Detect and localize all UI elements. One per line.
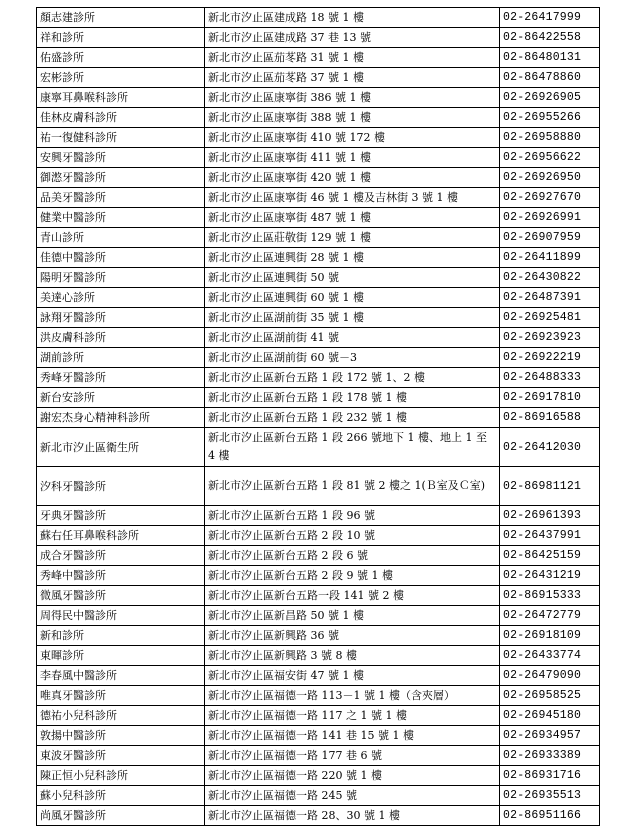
clinic-name-cell: 陳正恒小兒科診所 [37, 766, 205, 786]
clinic-phone-cell: 02-26926950 [500, 168, 600, 188]
table-row [37, 606, 600, 626]
clinic-name-cell: 洪皮膚科診所 [37, 328, 205, 348]
clinic-phone-cell: 02-26926905 [500, 88, 600, 108]
clinic-name-cell: 美達心診所 [37, 288, 205, 308]
clinic-address-cell: 新北市汐止區新台五路 1 段 232 號 1 樓 [205, 408, 500, 428]
table-row [37, 188, 600, 208]
clinic-phone-cell: 02-26933389 [500, 746, 600, 766]
clinic-address-cell: 新北市汐止區康寧街 46 號 1 樓及吉林街 3 號 1 樓 [205, 188, 500, 208]
clinic-address-cell: 新北市汐止區莊敬街 129 號 1 樓 [205, 228, 500, 248]
clinic-name-cell: 謝宏杰身心精神科診所 [37, 408, 205, 428]
clinic-phone-cell: 02-26907959 [500, 228, 600, 248]
clinic-address-cell: 新北市汐止區新興路 36 號 [205, 626, 500, 646]
table-row [37, 428, 600, 467]
clinic-address-cell: 新北市汐止區福安街 47 號 1 樓 [205, 666, 500, 686]
clinic-name-cell: 汐科牙醫診所 [37, 467, 205, 506]
clinic-name-cell: 成合牙醫診所 [37, 546, 205, 566]
clinic-phone-cell: 02-86951166 [500, 806, 600, 826]
clinic-address-cell: 新北市汐止區茄苳路 31 號 1 樓 [205, 48, 500, 68]
clinic-phone-cell: 02-26958880 [500, 128, 600, 148]
table-row [37, 228, 600, 248]
table-row [37, 48, 600, 68]
clinic-address-cell: 新北市汐止區新台五路 1 段 81 號 2 樓之 1(Ｂ室及Ｃ室) [205, 467, 500, 506]
clinic-address-cell: 新北市汐止區福德一路 245 號 [205, 786, 500, 806]
clinic-address-cell: 新北市汐止區新台五路一段 141 號 2 樓 [205, 586, 500, 606]
table-row [37, 88, 600, 108]
clinic-name-cell: 唯真牙醫診所 [37, 686, 205, 706]
clinic-phone-cell: 02-26961393 [500, 506, 600, 526]
clinic-phone-cell: 02-26417999 [500, 8, 600, 28]
table-row [37, 726, 600, 746]
table-row [37, 148, 600, 168]
clinic-address-cell: 新北市汐止區康寧街 420 號 1 樓 [205, 168, 500, 188]
table-row [37, 666, 600, 686]
clinic-address-cell: 新北市汐止區福德一路 117 之 1 號 1 樓 [205, 706, 500, 726]
table-row [37, 68, 600, 88]
clinic-name-cell: 尚風牙醫診所 [37, 806, 205, 826]
clinic-name-cell: 牙典牙醫診所 [37, 506, 205, 526]
clinic-name-cell: 御滺牙醫診所 [37, 168, 205, 188]
clinic-name-cell: 健業中醫診所 [37, 208, 205, 228]
clinic-address-cell: 新北市汐止區康寧街 388 號 1 樓 [205, 108, 500, 128]
clinic-phone-cell: 02-86422558 [500, 28, 600, 48]
clinic-name-cell: 佳德中醫診所 [37, 248, 205, 268]
clinic-address-cell: 新北市汐止區康寧街 386 號 1 樓 [205, 88, 500, 108]
clinic-phone-cell: 02-26437991 [500, 526, 600, 546]
clinic-name-cell: 秀峰中醫診所 [37, 566, 205, 586]
clinic-name-cell: 佳林皮膚科診所 [37, 108, 205, 128]
clinic-address-cell: 新北市汐止區福德一路 28、30 號 1 樓 [205, 806, 500, 826]
clinic-address-cell: 新北市汐止區新台五路 2 段 6 號 [205, 546, 500, 566]
table-row [37, 526, 600, 546]
clinic-name-cell: 蘇右任耳鼻喉科診所 [37, 526, 205, 546]
clinic-address-cell: 新北市汐止區新台五路 1 段 178 號 1 樓 [205, 388, 500, 408]
clinic-name-cell: 蘇小兒科診所 [37, 786, 205, 806]
table-row [37, 506, 600, 526]
clinic-address-cell: 新北市汐止區康寧街 411 號 1 樓 [205, 148, 500, 168]
clinic-address-cell: 新北市汐止區建成路 18 號 1 樓 [205, 8, 500, 28]
table-row [37, 168, 600, 188]
clinic-phone-cell: 02-86480131 [500, 48, 600, 68]
table-row [37, 686, 600, 706]
clinic-phone-cell: 02-26923923 [500, 328, 600, 348]
table-row [37, 408, 600, 428]
clinic-table [36, 7, 600, 826]
clinic-name-cell: 品美牙醫診所 [37, 188, 205, 208]
clinic-name-cell: 東波牙醫診所 [37, 746, 205, 766]
clinic-phone-cell: 02-26412030 [500, 428, 600, 467]
table-row [37, 348, 600, 368]
clinic-address-cell: 新北市汐止區湖前街 35 號 1 樓 [205, 308, 500, 328]
table-row [37, 766, 600, 786]
clinic-phone-cell: 02-26922219 [500, 348, 600, 368]
clinic-address-cell: 新北市汐止區連興街 28 號 1 樓 [205, 248, 500, 268]
clinic-phone-cell: 02-26433774 [500, 646, 600, 666]
clinic-name-cell: 佑盛診所 [37, 48, 205, 68]
clinic-address-cell: 新北市汐止區新台五路 2 段 9 號 1 樓 [205, 566, 500, 586]
clinic-phone-cell: 02-26926991 [500, 208, 600, 228]
clinic-phone-cell: 02-26945180 [500, 706, 600, 726]
table-row [37, 208, 600, 228]
clinic-phone-cell: 02-26411899 [500, 248, 600, 268]
clinic-name-cell: 祐一復健科診所 [37, 128, 205, 148]
table-row [37, 746, 600, 766]
table-row [37, 706, 600, 726]
clinic-name-cell: 東暉診所 [37, 646, 205, 666]
clinic-name-cell: 德祐小兒科診所 [37, 706, 205, 726]
clinic-name-cell: 詠翔牙醫診所 [37, 308, 205, 328]
table-row [37, 128, 600, 148]
table-row [37, 646, 600, 666]
clinic-phone-cell: 02-26917810 [500, 388, 600, 408]
clinic-phone-cell: 02-86931716 [500, 766, 600, 786]
table-row [37, 328, 600, 348]
clinic-phone-cell: 02-26472779 [500, 606, 600, 626]
table-row [37, 467, 600, 506]
clinic-name-cell: 秀峰牙醫診所 [37, 368, 205, 388]
table-row [37, 626, 600, 646]
clinic-name-cell: 宏彬診所 [37, 68, 205, 88]
clinic-phone-cell: 02-26955266 [500, 108, 600, 128]
clinic-name-cell: 康寧耳鼻喉科診所 [37, 88, 205, 108]
clinic-phone-cell: 02-26925481 [500, 308, 600, 328]
clinic-name-cell: 李春風中醫診所 [37, 666, 205, 686]
clinic-name-cell: 青山診所 [37, 228, 205, 248]
clinic-phone-cell: 02-26918109 [500, 626, 600, 646]
clinic-name-cell: 陽明牙醫診所 [37, 268, 205, 288]
clinic-name-cell: 新北市汐止區衛生所 [37, 428, 205, 467]
clinic-address-cell: 新北市汐止區連興街 60 號 1 樓 [205, 288, 500, 308]
clinic-phone-cell: 02-86916588 [500, 408, 600, 428]
table-row [37, 268, 600, 288]
clinic-phone-cell: 02-26956622 [500, 148, 600, 168]
clinic-address-cell: 新北市汐止區建成路 37 巷 13 號 [205, 28, 500, 48]
clinic-address-cell: 新北市汐止區新昌路 50 號 1 樓 [205, 606, 500, 626]
clinic-name-cell: 新台安診所 [37, 388, 205, 408]
clinic-phone-cell: 02-26479090 [500, 666, 600, 686]
clinic-name-cell: 顏志建診所 [37, 8, 205, 28]
clinic-phone-cell: 02-26488333 [500, 368, 600, 388]
table-row [37, 288, 600, 308]
clinic-name-cell: 敦揚中醫診所 [37, 726, 205, 746]
clinic-address-cell: 新北市汐止區福德一路 141 巷 15 號 1 樓 [205, 726, 500, 746]
table-row [37, 308, 600, 328]
clinic-address-cell: 新北市汐止區茄苳路 37 號 1 樓 [205, 68, 500, 88]
table-row [37, 786, 600, 806]
clinic-phone-cell: 02-26935513 [500, 786, 600, 806]
clinic-address-cell: 新北市汐止區康寧街 410 號 172 樓 [205, 128, 500, 148]
clinic-address-cell: 新北市汐止區新台五路 1 段 266 號地下 1 樓、地上 1 至 4 樓 [205, 428, 500, 467]
clinic-phone-cell: 02-26934957 [500, 726, 600, 746]
clinic-name-cell: 安興牙醫診所 [37, 148, 205, 168]
clinic-name-cell: 新和診所 [37, 626, 205, 646]
table-row [37, 806, 600, 826]
clinic-phone-cell: 02-26958525 [500, 686, 600, 706]
table-row [37, 108, 600, 128]
clinic-phone-cell: 02-86478860 [500, 68, 600, 88]
clinic-address-cell: 新北市汐止區福德一路 113－1 號 1 樓（含夾層） [205, 686, 500, 706]
table-row [37, 388, 600, 408]
table-row [37, 28, 600, 48]
clinic-address-cell: 新北市汐止區福德一路 220 號 1 樓 [205, 766, 500, 786]
table-row [37, 248, 600, 268]
clinic-address-cell: 新北市汐止區康寧街 487 號 1 樓 [205, 208, 500, 228]
clinic-phone-cell: 02-26431219 [500, 566, 600, 586]
table-row [37, 368, 600, 388]
clinic-address-cell: 新北市汐止區湖前街 41 號 [205, 328, 500, 348]
clinic-address-cell: 新北市汐止區新台五路 2 段 10 號 [205, 526, 500, 546]
clinic-phone-cell: 02-86425159 [500, 546, 600, 566]
clinic-address-cell: 新北市汐止區福德一路 177 巷 6 號 [205, 746, 500, 766]
clinic-name-cell: 微風牙醫診所 [37, 586, 205, 606]
table-row [37, 546, 600, 566]
table-row [37, 586, 600, 606]
clinic-phone-cell: 02-26927670 [500, 188, 600, 208]
clinic-name-cell: 湖前診所 [37, 348, 205, 368]
clinic-name-cell: 周得民中醫診所 [37, 606, 205, 626]
clinic-name-cell: 祥和診所 [37, 28, 205, 48]
clinic-phone-cell: 02-86915333 [500, 586, 600, 606]
clinic-address-cell: 新北市汐止區新興路 3 號 8 樓 [205, 646, 500, 666]
clinic-address-cell: 新北市汐止區新台五路 1 段 96 號 [205, 506, 500, 526]
table-row [37, 566, 600, 586]
clinic-phone-cell: 02-86981121 [500, 467, 600, 506]
clinic-phone-cell: 02-26430822 [500, 268, 600, 288]
clinic-address-cell: 新北市汐止區連興街 50 號 [205, 268, 500, 288]
clinic-phone-cell: 02-26487391 [500, 288, 600, 308]
clinic-table-body [37, 8, 600, 826]
clinic-address-cell: 新北市汐止區湖前街 60 號－3 [205, 348, 500, 368]
clinic-address-cell: 新北市汐止區新台五路 1 段 172 號 1、2 樓 [205, 368, 500, 388]
table-row [37, 8, 600, 28]
